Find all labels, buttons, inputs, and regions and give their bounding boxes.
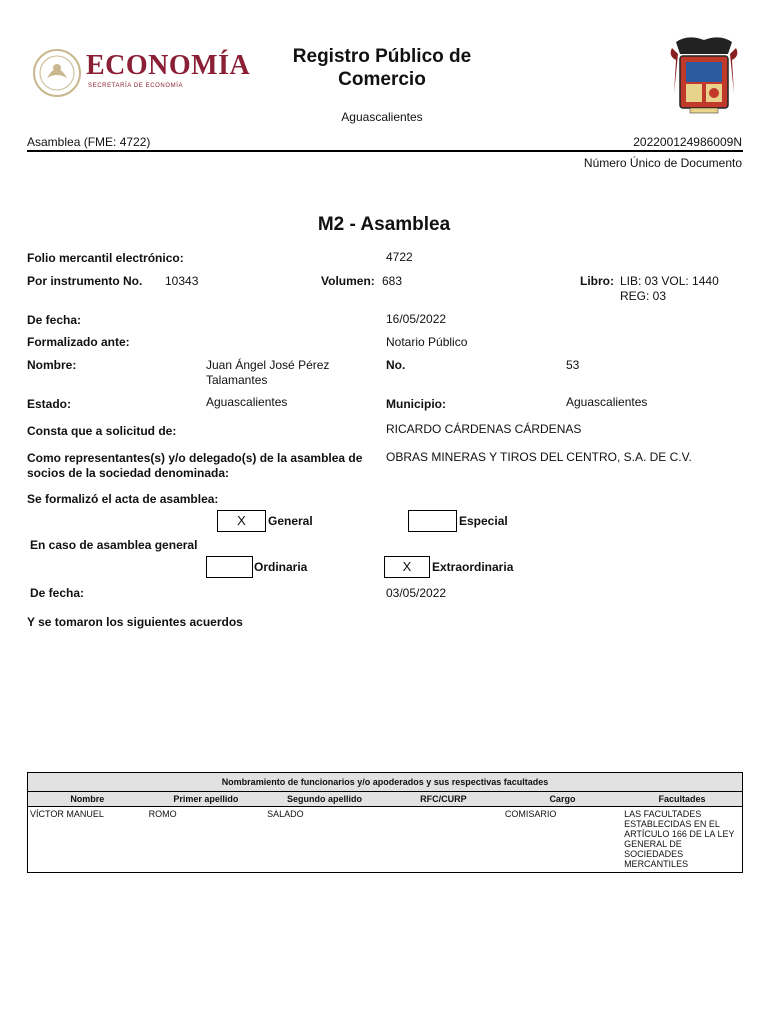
col-header: Primer apellido xyxy=(147,792,266,807)
especial-checkbox[interactable] xyxy=(408,510,457,532)
general-label: General xyxy=(268,514,313,528)
general-checkbox[interactable]: X xyxy=(217,510,266,532)
consta-label: Consta que a solicitud de: xyxy=(27,424,177,438)
municipio-value: Aguascalientes xyxy=(566,395,648,409)
fecha2-value: 03/05/2022 xyxy=(386,586,447,600)
instrumento-value: 10343 xyxy=(165,274,199,288)
col-header: Facultades xyxy=(622,792,742,807)
formalizo-label: Se formalizó el acta de asamblea: xyxy=(27,492,219,506)
especial-label: Especial xyxy=(459,514,508,528)
table-caption: Nombramiento de funcionarios y/o apoderados y sus respectivas facultades xyxy=(28,773,743,792)
header-state: Aguascalientes xyxy=(341,110,423,124)
table-cell: ROMO xyxy=(148,809,177,819)
representantes-value: OBRAS MINERAS Y TIROS DEL CENTRO, S.A. DE C.V. xyxy=(386,450,692,464)
acuerdos-label: Y se tomaron los siguientes acuerdos xyxy=(27,615,243,629)
table-cell xyxy=(384,807,503,873)
estado-label: Estado: xyxy=(27,397,72,411)
page-title-line2: Comercio xyxy=(338,69,426,90)
col-header: Cargo xyxy=(503,792,622,807)
formalizado-label: Formalizado ante: xyxy=(27,335,130,349)
table-header-row xyxy=(28,792,743,807)
coat-of-arms-icon xyxy=(668,34,740,116)
libro-value-line1: LIB: 03 VOL: 1440 xyxy=(620,274,719,288)
col-header: Nombre xyxy=(28,792,147,807)
logo-subtitle: SECRETARÍA DE ECONOMÍA xyxy=(88,83,184,89)
page-title-line1: Registro Público de xyxy=(292,46,472,67)
folio-label: Folio mercantil electrónico: xyxy=(27,251,184,265)
nombre-value-line1: Juan Ángel José Pérez xyxy=(206,358,330,372)
representantes-label-line1: Como representantes(s) y/o delegado(s) de la asamblea de xyxy=(27,451,363,465)
nombre-label: Nombre: xyxy=(27,358,77,372)
folio-value: 4722 xyxy=(386,250,413,264)
libro-value-line2: REG: 03 xyxy=(620,289,667,303)
table-row xyxy=(28,807,743,873)
col-header: Segundo apellido xyxy=(265,792,384,807)
document-number-label: Número Único de Documento xyxy=(583,156,742,170)
form-title: M2 - Asamblea xyxy=(317,214,451,235)
funcionarios-table xyxy=(27,772,743,873)
national-seal-icon xyxy=(32,48,82,98)
volumen-label: Volumen: xyxy=(321,274,375,288)
table-cell: COMISARIO xyxy=(504,809,557,819)
logo-text: ECONOMÍA xyxy=(86,50,251,81)
asamblea-fme: Asamblea (FME: 4722) xyxy=(27,135,151,149)
extraordinaria-label: Extraordinaria xyxy=(432,560,514,574)
representantes-label-line2: socios de la sociedad denominada: xyxy=(27,466,230,480)
nombre-value-line2: Talamantes xyxy=(206,373,268,387)
economia-logo xyxy=(32,48,252,100)
ordinaria-checkbox[interactable] xyxy=(206,556,253,578)
no-label: No. xyxy=(386,358,406,372)
table-cell: LAS FACULTADES ESTABLECIDAS EN EL ARTÍCULO 166 DE LA LEY GENERAL DE SOCIEDADES MERCANTILES xyxy=(624,809,735,869)
document-number: 202200124986009N xyxy=(633,135,742,149)
instrumento-label: Por instrumento No. xyxy=(27,274,143,288)
fecha-value: 16/05/2022 xyxy=(386,312,447,326)
consta-value: RICARDO CÁRDENAS CÁRDENAS xyxy=(386,422,582,436)
fecha2-label: De fecha: xyxy=(30,586,85,600)
municipio-label: Municipio: xyxy=(386,397,446,411)
formalizado-value: Notario Público xyxy=(386,335,468,349)
table-cell: VÍCTOR MANUEL xyxy=(30,809,104,819)
caso-label: En caso de asamblea general xyxy=(30,538,198,552)
estado-value: Aguascalientes xyxy=(206,395,288,409)
table-cell: SALADO xyxy=(267,809,304,819)
no-value: 53 xyxy=(566,358,580,372)
ordinaria-label: Ordinaria xyxy=(254,560,308,574)
extraordinaria-checkbox[interactable]: X xyxy=(384,556,430,578)
volumen-value: 683 xyxy=(382,274,403,288)
fecha-label: De fecha: xyxy=(27,313,82,327)
libro-label: Libro: xyxy=(580,274,614,288)
col-header: RFC/CURP xyxy=(384,792,503,807)
header-divider xyxy=(27,150,743,152)
